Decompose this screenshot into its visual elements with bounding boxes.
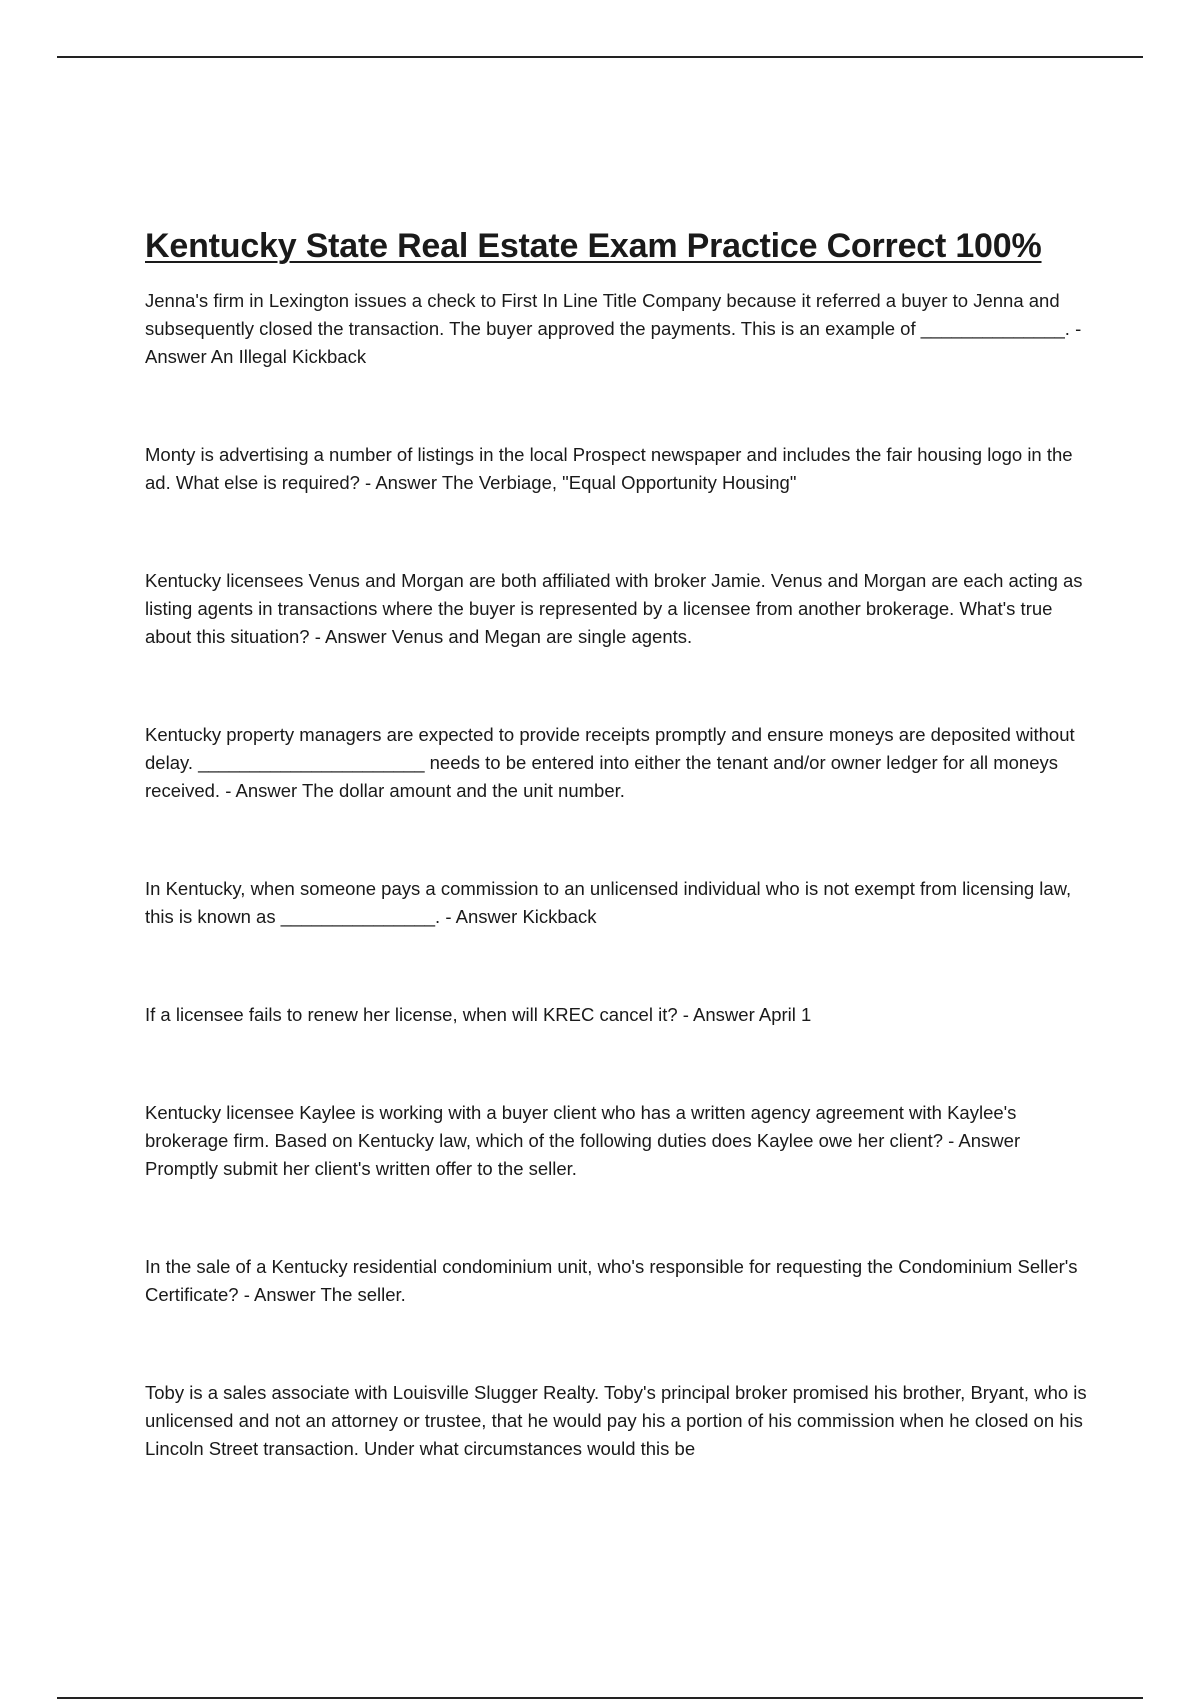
qa-item-8: In the sale of a Kentucky residential condominium unit, who's responsible for requesting the Condominium Seller's Certificate? - Answer The seller. xyxy=(145,1255,1078,1305)
qa-list xyxy=(145,287,1090,1463)
qa-item-6: If a licensee fails to renew her license, when will KREC cancel it? - Answer April 1 xyxy=(145,1003,812,1025)
qa-item-2: Monty is advertising a number of listings in the local Prospect newspaper and includes the fair housing logo in the ad. What else is required? - Answer The Verbiage, "Equal Opportunity Housing" xyxy=(145,443,1073,493)
qa-item-1: Jenna's firm in Lexington issues a check to First In Line Title Company because it referred a buyer to Jenna and subsequently closed the transaction. The buyer approved the payments. This is an example of ______________. - Answer An Illegal Kickback xyxy=(145,289,1082,367)
qa-item-3: Kentucky licensees Venus and Morgan are both affiliated with broker Jamie. Venus and Morgan are each acting as listing agents in transactions where the buyer is represented by a licensee from another brokerage. What's true about this situation? - Answer Venus and Megan are single agents. xyxy=(145,569,1083,647)
document-page xyxy=(145,226,1090,1463)
qa-item-5: In Kentucky, when someone pays a commission to an unlicensed individual who is not exempt from licensing law, this is known as _______________. - Answer Kickback xyxy=(145,877,1072,927)
top-divider xyxy=(57,56,1143,58)
qa-item-7: Kentucky licensee Kaylee is working with a buyer client who has a written agency agreement with Kaylee's brokerage firm. Based on Kentucky law, which of the following duties does Kaylee owe her client? - Answer Promptly submit her client's written offer to the seller. xyxy=(145,1101,1021,1179)
qa-item-9: Toby is a sales associate with Louisville Slugger Realty. Toby's principal broker promised his brother, Bryant, who is unlicensed and not an attorney or trustee, that he would pay his a portion of his commission when he closed on his Lincoln Street transaction. Under what circumstances would this be xyxy=(145,1381,1087,1459)
bottom-divider xyxy=(57,1697,1143,1699)
document-title: Kentucky State Real Estate Exam Practice Correct 100% xyxy=(145,227,1042,265)
qa-item-4: Kentucky property managers are expected to provide receipts promptly and ensure moneys are deposited without delay. ______________________ needs to be entered into either the tenant and/or owner ledger for all moneys received. - Answer The dollar amount and the unit number. xyxy=(145,723,1075,801)
